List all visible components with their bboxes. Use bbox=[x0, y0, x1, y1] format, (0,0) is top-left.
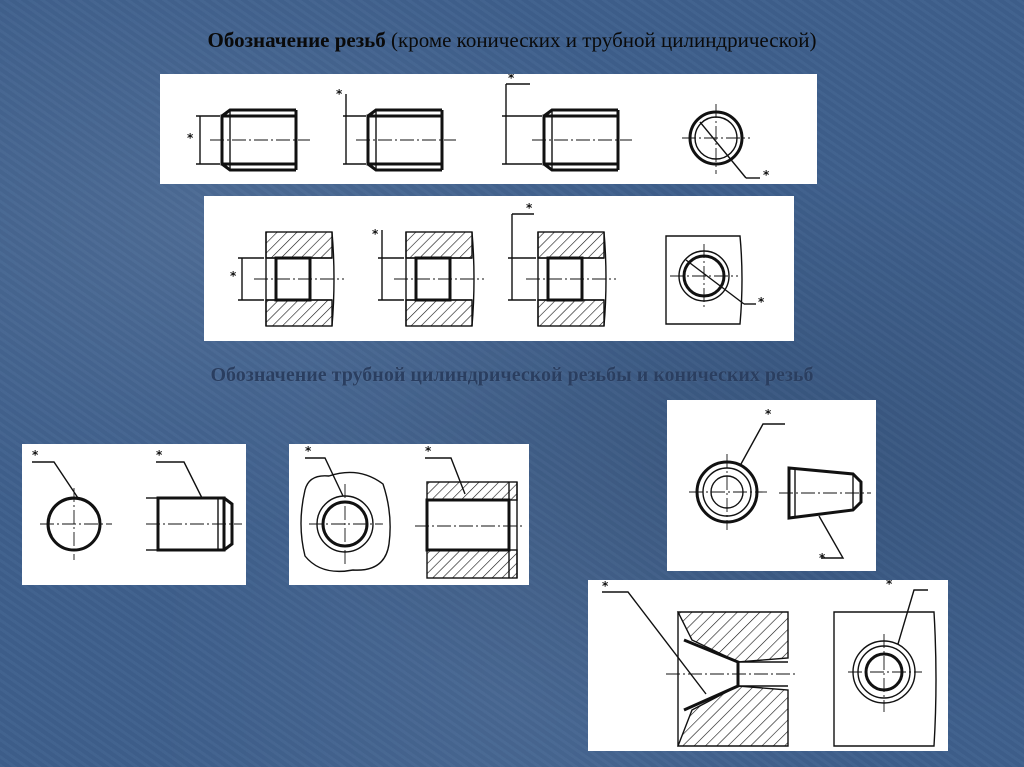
pipe-internal-end-view bbox=[301, 444, 390, 571]
svg-text:*: * bbox=[187, 131, 194, 145]
pipe-thread-external-panel bbox=[22, 444, 246, 585]
conical-thread-external-panel bbox=[667, 400, 876, 571]
svg-text:*: * bbox=[758, 295, 765, 309]
svg-text:*: * bbox=[230, 269, 237, 283]
svg-text:*: * bbox=[526, 201, 533, 215]
hole-drawing-2 bbox=[372, 227, 484, 326]
svg-text:*: * bbox=[32, 448, 39, 462]
slide-title-bold: Обозначение резьб bbox=[207, 28, 386, 52]
svg-text:*: * bbox=[602, 580, 609, 593]
hole-drawing-3 bbox=[508, 201, 616, 326]
pipe-thread-internal-panel bbox=[289, 444, 529, 585]
bolt-drawing-2 bbox=[336, 87, 456, 170]
pipe-external-side-view bbox=[146, 448, 242, 550]
cone-side-view bbox=[779, 468, 871, 565]
svg-text:*: * bbox=[372, 227, 379, 241]
internal-thread-drawings-panel bbox=[204, 196, 794, 341]
external-thread-drawings-panel bbox=[160, 74, 817, 184]
pipe-thread-external-drawings bbox=[22, 444, 246, 585]
hole-end-view bbox=[666, 236, 765, 324]
conical-thread-internal-panel bbox=[588, 580, 948, 751]
svg-text:*: * bbox=[156, 448, 163, 462]
slide-title-rest: (кроме конических и трубной цилиндрической) bbox=[385, 28, 817, 52]
bolt-end-view bbox=[682, 104, 770, 182]
svg-text:*: * bbox=[765, 407, 772, 421]
hole-drawing-1 bbox=[230, 232, 344, 326]
conical-thread-external-drawings bbox=[667, 400, 876, 571]
svg-text:*: * bbox=[819, 551, 826, 565]
internal-thread-drawings bbox=[204, 196, 794, 341]
slide-title bbox=[0, 28, 1024, 53]
pipe-internal-side-view bbox=[415, 444, 525, 578]
svg-text:*: * bbox=[763, 168, 770, 182]
bolt-drawing-3 bbox=[502, 74, 632, 170]
slide-subtitle: Обозначение трубной цилиндрической резьбы и конических резьб bbox=[210, 364, 814, 386]
cone-hole-end-view bbox=[834, 580, 936, 746]
cone-hole-section bbox=[602, 580, 798, 746]
pipe-external-end-view bbox=[32, 448, 112, 560]
cone-end-view bbox=[689, 407, 785, 530]
svg-text:*: * bbox=[425, 444, 432, 458]
svg-text:*: * bbox=[886, 580, 893, 591]
svg-text:*: * bbox=[336, 87, 343, 101]
external-thread-drawings bbox=[160, 74, 817, 184]
svg-text:*: * bbox=[508, 74, 515, 85]
bolt-drawing-1 bbox=[187, 110, 310, 170]
svg-text:*: * bbox=[305, 444, 312, 458]
conical-thread-internal-drawings bbox=[588, 580, 948, 751]
pipe-thread-internal-drawings bbox=[289, 444, 529, 585]
